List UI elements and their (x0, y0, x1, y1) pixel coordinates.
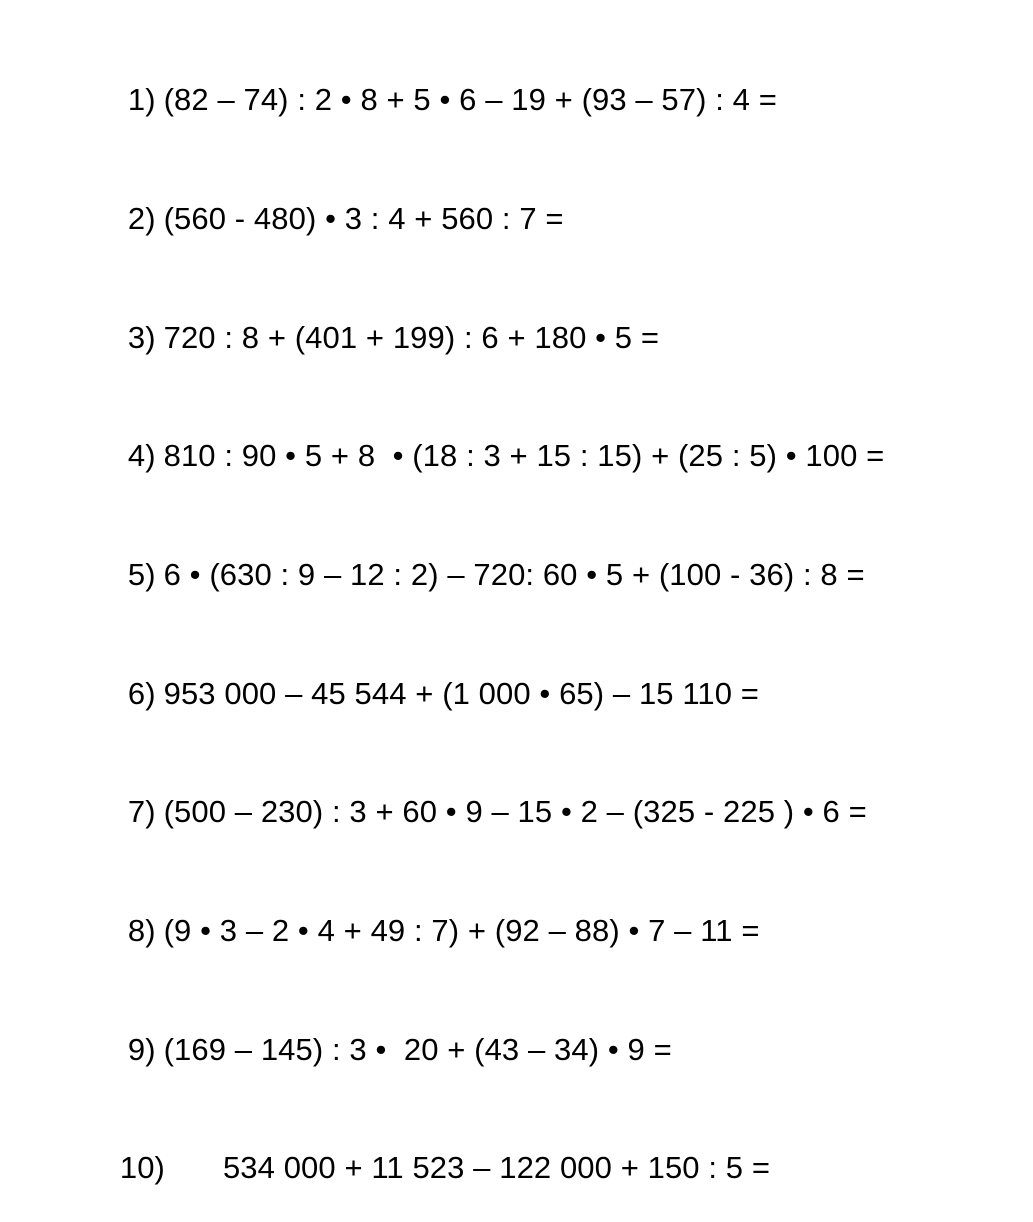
problem-5 (93, 521, 865, 629)
problem-number: 6) (127, 676, 156, 711)
problem-3 (93, 284, 659, 392)
problem-expression: (560 - 480) • 3 : 4 + 560 : 7 = (163, 201, 564, 236)
problem-expression: 6 • (630 : 9 – 12 : 2) – 720: 60 • 5 + (100 - 36) : 8 = (163, 557, 865, 592)
problem-10 (93, 1114, 770, 1222)
problem-expression: 720 : 8 + (401 + 199) : 6 + 180 • 5 = (163, 320, 660, 355)
problem-number: 5) (127, 557, 156, 592)
problem-number: 1) (127, 82, 156, 117)
problem-number: 2) (127, 201, 156, 236)
problem-expression: 953 000 – 45 544 + (1 000 • 65) – 15 110 = (163, 676, 759, 711)
problem-expression: 810 : 90 • 5 + 8 • (18 : 3 + 15 : 15) + (25 : 5) • 100 = (163, 438, 885, 473)
problem-expression: (82 – 74) : 2 • 8 + 5 • 6 – 19 + (93 – 57) : 4 = (163, 82, 777, 117)
problem-6 (93, 640, 759, 748)
problem-2 (93, 165, 564, 273)
problem-number: 8) (127, 913, 156, 948)
problem-8 (93, 877, 760, 985)
problem-number: 3) (127, 320, 156, 355)
problem-expression: 534 000 + 11 523 – 122 000 + 150 : 5 = (222, 1150, 771, 1185)
problem-expression: (500 – 230) : 3 + 60 • 9 – 15 • 2 – (325 - 225 ) • 6 = (163, 794, 867, 829)
problem-expression: (169 – 145) : 3 • 20 + (43 – 34) • 9 = (163, 1032, 672, 1067)
problem-number: 9) (127, 1032, 156, 1067)
problem-number: 10) (119, 1150, 165, 1185)
problem-9 (93, 996, 672, 1104)
problem-4 (93, 402, 884, 510)
problem-1 (93, 46, 777, 154)
problem-7 (93, 758, 867, 866)
problem-number: 7) (127, 794, 156, 829)
problem-number: 4) (127, 438, 156, 473)
problem-expression: (9 • 3 – 2 • 4 + 49 : 7) + (92 – 88) • 7 – 11 = (163, 913, 760, 948)
